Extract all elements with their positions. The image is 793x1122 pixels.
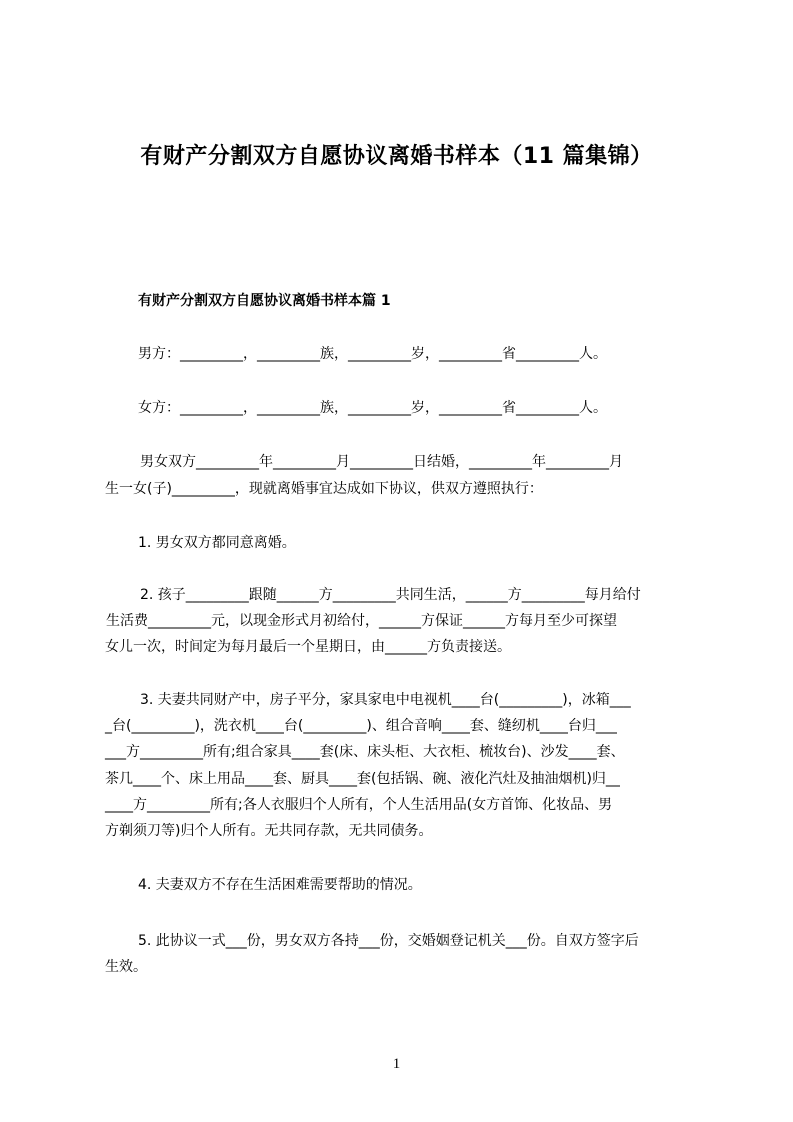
text-line: 1. 男女双方都同意离婚。 xyxy=(138,535,296,551)
text-line: 2. 孩子_________跟随______方_________共同生活，______方_________每月给付 xyxy=(140,587,641,603)
text-line: 方剃须刀等)归个人所有。无共同存款，无共同债务。 xyxy=(105,823,433,839)
text-line: 女儿一次，时间定为每月最后一个星期日，由______方负责接送。 xyxy=(105,639,511,655)
text-line: 男方：_________，_________族，_________岁，_________省_________人。 xyxy=(138,346,607,362)
text-line: 5. 此协议一式___份，男女双方各持___份，交婚姻登记机关___份。自双方签字后 xyxy=(138,933,639,949)
section-heading: 有财产分割双方自愿协议离婚书样本篇 1 xyxy=(138,293,391,309)
text-line: 女方：_________，_________族，_________岁，_________省_________人。 xyxy=(138,400,607,416)
text-line: _台(_________)，洗衣机____台(_________)、组合音响____套、缝纫机____台归___ xyxy=(105,718,617,734)
text-line: 生活费_________元，以现金形式月初给付，______方保证______方每月至少可探望 xyxy=(106,613,617,629)
text-line: 男女双方_________年_________月_________日结婚，_________年_________月 xyxy=(140,454,623,470)
text-line: ___方_________所有;组合家具____套(床、床头柜、大衣柜、梳妆台)、沙发____套、 xyxy=(105,744,625,760)
text-line: 4. 夫妻双方不存在生活困难需要帮助的情况。 xyxy=(138,877,422,893)
text-line: 生一女(子)_________，现就离婚事宜达成如下协议，供双方遵照执行： xyxy=(105,481,543,497)
text-line: 茶几____个、床上用品____套、厨具____套(包括锅、碗、液化汽灶及抽油烟机)归__ xyxy=(105,771,620,787)
document-title: 有财产分割双方自愿协议离婚书样本（11 篇集锦） xyxy=(140,144,653,169)
text-line: ____方_________所有;各人衣服归个人所有，个人生活用品(女方首饰、化妆品、男 xyxy=(105,797,613,813)
page-number: 1 xyxy=(392,1056,401,1072)
text-line: 生效。 xyxy=(105,959,147,975)
text-line: 3. 夫妻共同财产中，房子平分，家具家电中电视机____台(_________)，冰箱___ xyxy=(140,692,631,708)
